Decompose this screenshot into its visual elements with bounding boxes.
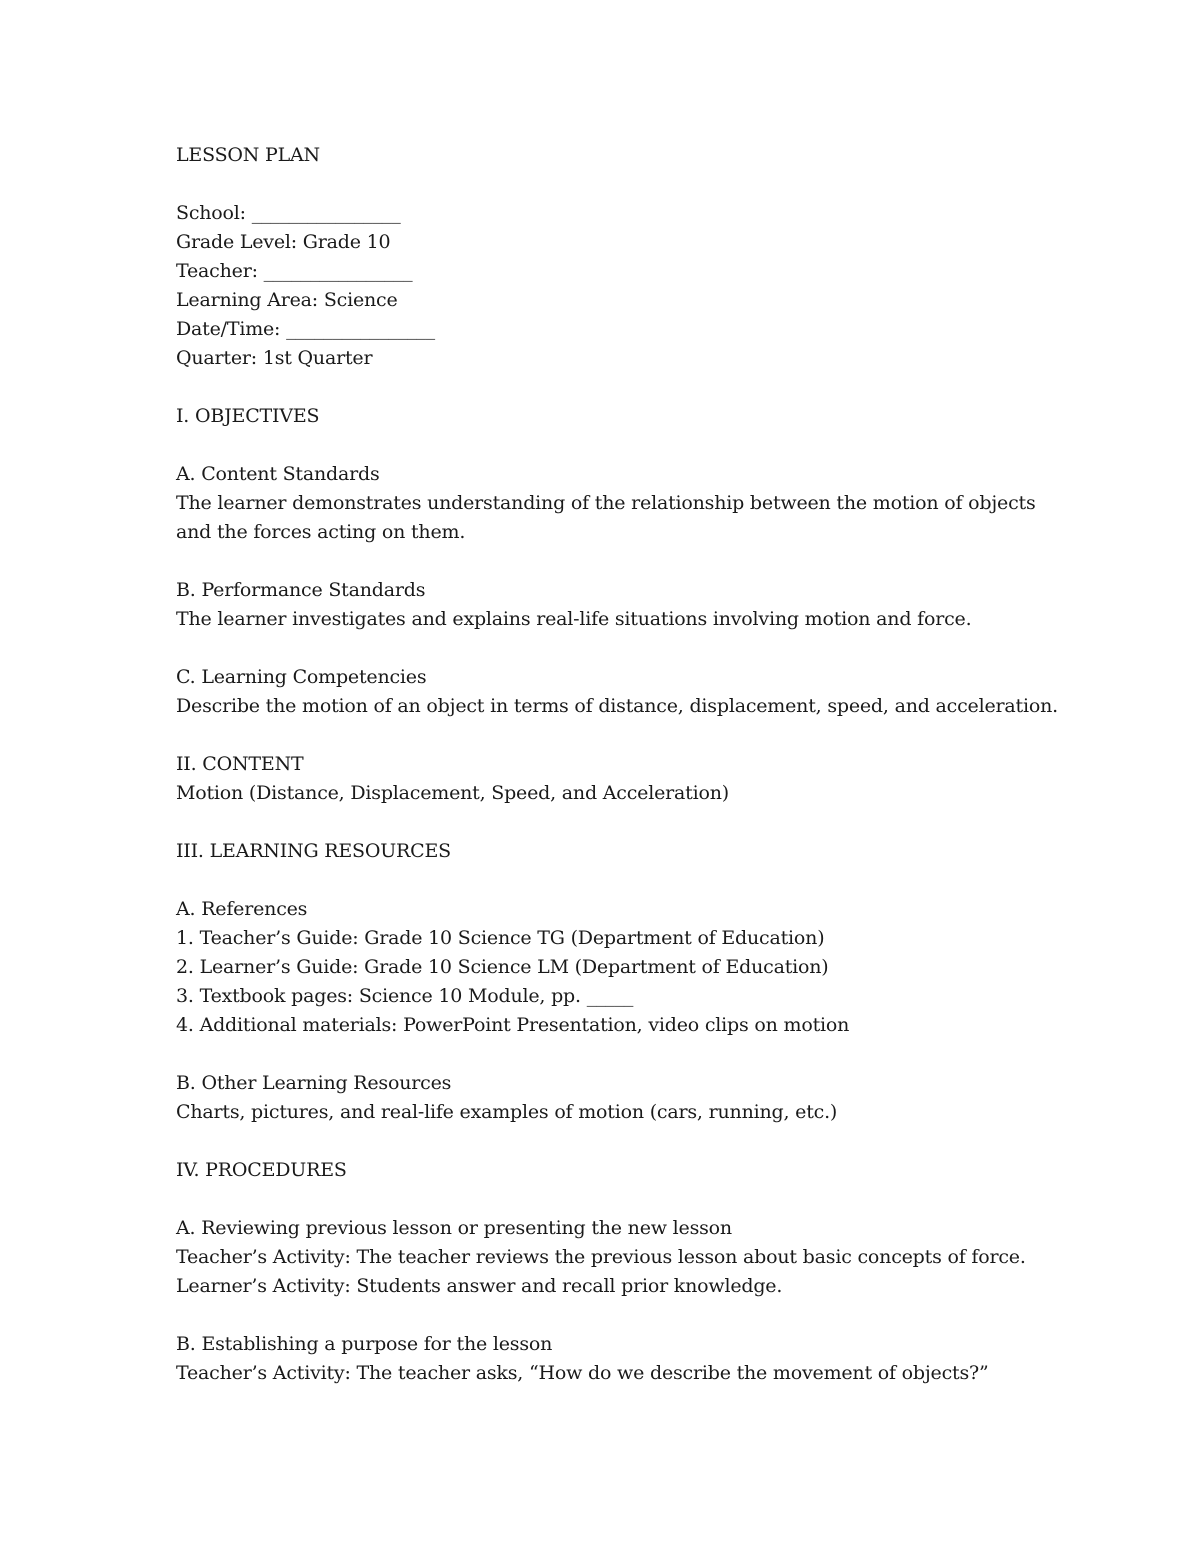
school-label: School: bbox=[176, 202, 246, 224]
procedure-a-teacher: Teacher’s Activity: The teacher reviews the previous lesson about basic concepts of force. bbox=[176, 1246, 1026, 1268]
content-standards-heading: A. Content Standards bbox=[176, 463, 380, 485]
objectives-heading: I. OBJECTIVES bbox=[176, 405, 320, 427]
school-field bbox=[176, 199, 1076, 228]
spacer bbox=[176, 1127, 1076, 1156]
spacer bbox=[176, 634, 1076, 663]
procedure-b-heading: B. Establishing a purpose for the lesson bbox=[176, 1333, 553, 1355]
datetime-label: Date/Time: bbox=[176, 318, 281, 340]
spacer bbox=[176, 721, 1076, 750]
document-page bbox=[176, 141, 1076, 1388]
references-heading: A. References bbox=[176, 898, 308, 920]
grade-level: Grade Level: Grade 10 bbox=[176, 231, 391, 253]
teacher-field bbox=[176, 257, 1076, 286]
procedure-b-teacher: Teacher’s Activity: The teacher asks, “How do we describe the movement of objects?” bbox=[176, 1362, 989, 1384]
reference-item: 1. Teacher’s Guide: Grade 10 Science TG (Department of Education) bbox=[176, 927, 825, 949]
spacer bbox=[176, 866, 1076, 895]
procedure-a-heading: A. Reviewing previous lesson or presenting the new lesson bbox=[176, 1217, 732, 1239]
spacer bbox=[176, 547, 1076, 576]
spacer bbox=[176, 170, 1076, 199]
datetime-field bbox=[176, 315, 1076, 344]
school-value: ________________ bbox=[251, 202, 401, 224]
content-text: Motion (Distance, Displacement, Speed, and Acceleration) bbox=[176, 782, 729, 804]
content-standards-text-2: and the forces acting on them. bbox=[176, 521, 466, 543]
reference-item: 3. Textbook pages: Science 10 Module, pp. _____ bbox=[176, 985, 634, 1007]
spacer bbox=[176, 1301, 1076, 1330]
spacer bbox=[176, 373, 1076, 402]
other-resources-heading: B. Other Learning Resources bbox=[176, 1072, 452, 1094]
procedures-heading: IV. PROCEDURES bbox=[176, 1159, 347, 1181]
reference-item: 4. Additional materials: PowerPoint Presentation, video clips on motion bbox=[176, 1014, 850, 1036]
quarter: Quarter: 1st Quarter bbox=[176, 347, 373, 369]
content-heading: II. CONTENT bbox=[176, 753, 304, 775]
spacer bbox=[176, 1185, 1076, 1214]
content-standards-text-1: The learner demonstrates understanding of the relationship between the motion of objects bbox=[176, 492, 1036, 514]
teacher-value: ________________ bbox=[263, 260, 413, 282]
performance-standards-text: The learner investigates and explains real-life situations involving motion and force. bbox=[176, 608, 972, 630]
spacer bbox=[176, 1040, 1076, 1069]
other-resources-text: Charts, pictures, and real-life examples of motion (cars, running, etc.) bbox=[176, 1101, 838, 1123]
spacer bbox=[176, 808, 1076, 837]
procedure-a-learner: Learner’s Activity: Students answer and recall prior knowledge. bbox=[176, 1275, 783, 1297]
performance-standards-heading: B. Performance Standards bbox=[176, 579, 426, 601]
document-title: LESSON PLAN bbox=[176, 144, 320, 166]
competencies-heading: C. Learning Competencies bbox=[176, 666, 427, 688]
spacer bbox=[176, 431, 1076, 460]
datetime-value: ________________ bbox=[286, 318, 435, 340]
reference-item: 2. Learner’s Guide: Grade 10 Science LM (Department of Education) bbox=[176, 956, 829, 978]
learning-area: Learning Area: Science bbox=[176, 289, 398, 311]
teacher-label: Teacher: bbox=[176, 260, 258, 282]
competencies-text: Describe the motion of an object in terms of distance, displacement, speed, and acceleration. bbox=[176, 695, 1058, 717]
resources-heading: III. LEARNING RESOURCES bbox=[176, 840, 451, 862]
